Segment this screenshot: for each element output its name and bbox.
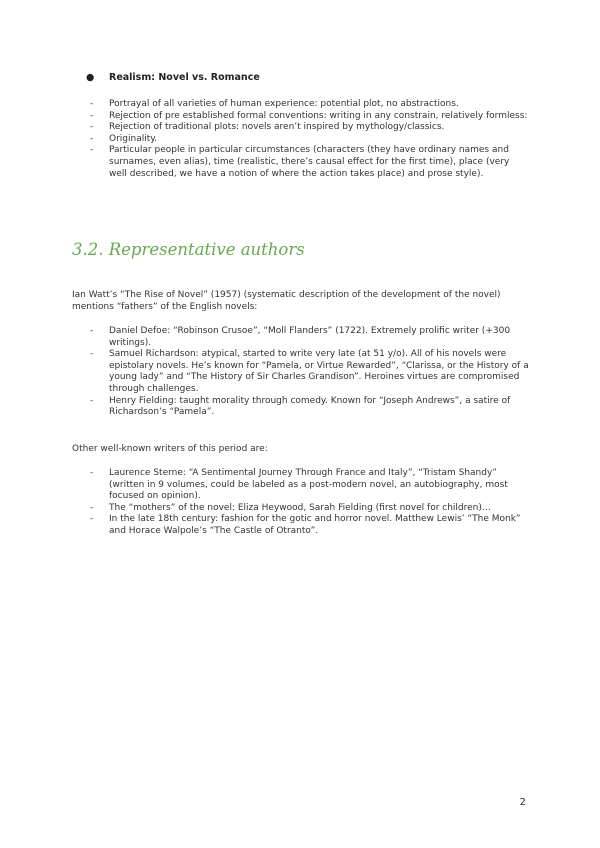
others-intro-paragraph: Other well-known writers of this period are: — [72, 444, 268, 454]
list-item: - Daniel Defoe: “Robinson Crusoe”, “Moll Flanders” (1722). Extremely prolific writer (+300 writings). — [90, 326, 530, 349]
bullet-icon: ● — [86, 72, 95, 83]
list-item: - Rejection of pre established formal conventions: writing in any constrain, relatively formless: — [90, 111, 530, 123]
list-item: - Originality. — [90, 134, 530, 146]
watt-intro-paragraph: Ian Watt’s “The Rise of Novel” (1957) (systematic description of the development of the novel) mentions “fathers” of the English novels: — [72, 290, 501, 312]
list-item: - In the late 18th century: fashion for the gotic and horror novel. Matthew Lewis’ “The Monk” and Horace Walpole’s “The Castle of Otranto”. — [90, 514, 530, 537]
section-title: 3.2. Representative authors — [72, 240, 305, 259]
realism-heading — [86, 72, 260, 84]
realism-heading-label: Realism: Novel vs. Romance — [109, 72, 260, 83]
list-item: - Samuel Richardson: atypical, started to write very late (at 51 y/o). All of his novels were epistolary novels. He’s known for “Pamela, or Virtue Rewarded”, “Clarissa, or the History of a young lady” and “The History of Sir Charles Grandison”. Heroines virtues are compromised through challenges. — [90, 349, 530, 395]
list-item: - Portrayal of all varieties of human experience: potential plot, no abstractions. — [90, 99, 530, 111]
fathers-list — [90, 326, 530, 419]
realism-list — [90, 99, 530, 180]
list-item: - The “mothers” of the novel: Eliza Heywood, Sarah Fielding (first novel for children)… — [90, 503, 530, 515]
list-item: - Rejection of traditional plots: novels aren’t inspired by mythology/classics. — [90, 122, 530, 134]
page-number: 2 — [519, 797, 526, 808]
list-item: - Laurence Sterne: “A Sentimental Journey Through France and Italy”, “Tristam Shandy” (written in 9 volumes, could be labeled as a post-modern novel, an autobiography, most focused on opinion). — [90, 468, 530, 503]
others-list — [90, 468, 530, 538]
list-item: - Particular people in particular circumstances (characters (they have ordinary names and surnames, even alias), time (realistic, there’s causal effect for the first time), place (very well described, we have a notion of where the action takes place) and prose style). — [90, 145, 530, 180]
list-item: - Henry Fielding: taught morality through comedy. Known for “Joseph Andrews”, a satire of Richardson’s “Pamela”. — [90, 396, 530, 419]
